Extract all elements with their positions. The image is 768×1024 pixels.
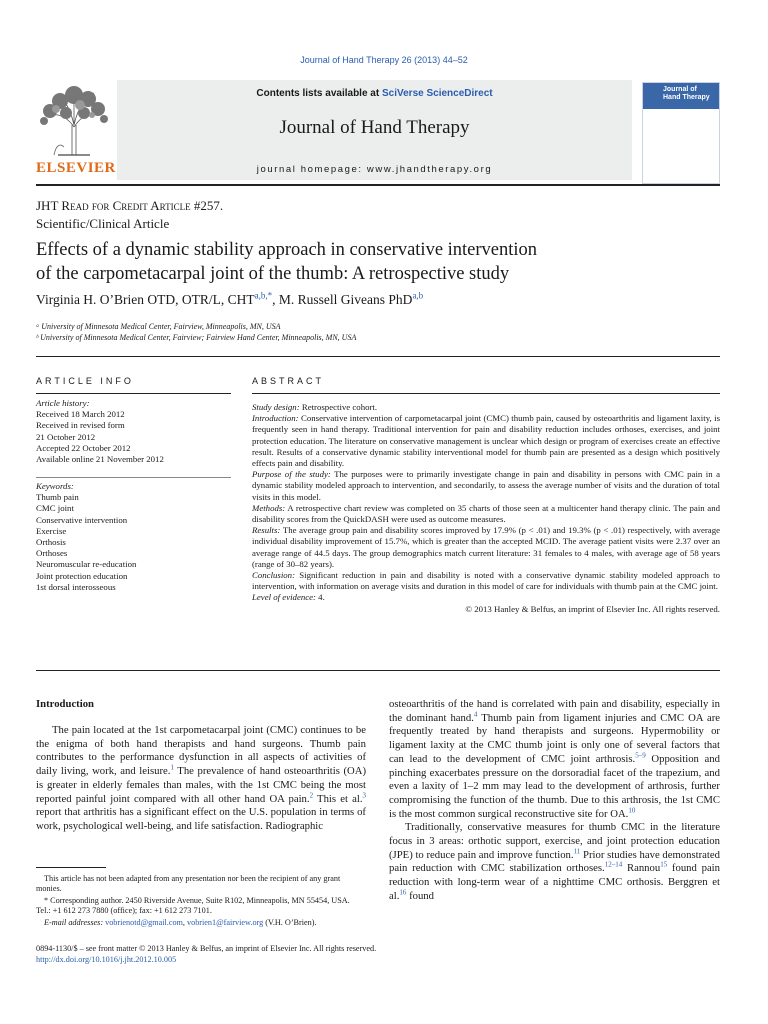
keyword: CMC joint <box>36 503 74 514</box>
article-title <box>36 238 736 286</box>
author-obrien-affiliation[interactable]: a,b,* <box>254 290 273 301</box>
intro-paragraph-1 <box>36 724 366 834</box>
citation-link[interactable]: 4 <box>473 710 478 719</box>
credit-smallcaps: Read for Credit Article <box>61 198 191 213</box>
author-giveans-affiliation[interactable]: a,b <box>412 290 424 301</box>
abstract-copyright: © 2013 Hanley & Belfus, an imprint of Elsevier Inc. All rights reserved. <box>465 603 720 614</box>
body-column-right <box>389 698 720 904</box>
abstract-level <box>252 592 720 603</box>
credit-number: #257. <box>190 198 224 213</box>
header-rule <box>36 184 720 186</box>
keywords-label: Keywords: <box>36 481 74 491</box>
text-run: This et al. <box>313 792 363 805</box>
keyword: 1st dorsal interosseous <box>36 581 116 592</box>
level-label: Level of evidence: <box>252 592 316 603</box>
email-tail: (V.H. O’Brien). <box>263 918 317 927</box>
text-run: The prevalence of hand osteoarthritis (OA) is greater in elderly females than males, with the 1st CMC being the most reported painful joint compared with all other hand OA pain. <box>36 765 366 805</box>
abstract-bottom-rule <box>36 670 720 671</box>
author-separator: , <box>272 292 279 307</box>
keyword: Exercise <box>36 525 67 536</box>
text-run: found pain reduction with long-term wear of a nighttime CMC orthosis. Berggren et al. <box>389 862 720 902</box>
conclusion-label: Conclusion: <box>252 570 296 581</box>
text-run: report that arthritis has a significant effect on the U.S. population in terms of work, psychological well-being, and life satisfaction. Radiographic <box>36 806 366 832</box>
email-link-1[interactable]: vobrienotd@gmail.com <box>105 918 183 927</box>
affiliation-a: ᵃ University of Minnesota Medical Center, Fairview, Minneapolis, MN, USA <box>36 322 281 331</box>
title-line1: Effects of a dynamic stability approach in conservative intervention <box>36 240 538 260</box>
email-link-2[interactable]: vobrien1@fairview.org <box>187 918 264 927</box>
level-text: 4. <box>315 592 325 603</box>
citation-link[interactable]: 1 <box>170 763 174 772</box>
results-label: Results: <box>252 525 281 536</box>
keyword: Joint protection education <box>36 570 128 581</box>
citation-link[interactable]: 16 <box>399 888 407 897</box>
doi-link[interactable]: http://dx.doi.org/10.1016/j.jht.2012.10.005 <box>36 955 177 964</box>
cover-title-line1: Journal of <box>663 86 697 93</box>
article-category: Scientific/Clinical Article <box>36 216 170 231</box>
title-line2: of the carpometacarpal joint of the thumb: A retrospective study <box>36 264 510 284</box>
purpose-label: Purpose of the study: <box>252 469 331 480</box>
results-text: The average group pain and disability scores improved by 17.9% (p < .01) and 19.3% (p < .01) respectively, with average individual disability improvement of 15.7%, which is greater than the accepted MCID. The average patient visits were 2.37 over an average range of 44.5 days. The group demographics match current literature: 31 females to 4 males, with average age of 58 years (range of 30–82 years). <box>252 525 720 569</box>
article-history-label: Article history: <box>36 398 90 408</box>
abstract-heading: ABSTRACT <box>252 376 325 386</box>
text-run: Rannou <box>622 862 661 875</box>
cover-title-line2: Hand Therapy <box>663 94 710 101</box>
history-revised-date: 21 October 2012 <box>36 431 96 442</box>
cover-title <box>663 86 710 102</box>
body-column-left <box>36 724 366 834</box>
email-separator: , <box>182 918 188 927</box>
homepage-prefix: journal homepage: <box>256 164 367 175</box>
methods-text: A retrospective chart review was completed on 35 charts of those seen at a multicenter hand therapy clinic. The pain and disability scores from the QuickDASH were used as outcome measures. <box>252 502 720 525</box>
contents-prefix: Contents lists available at <box>256 88 382 99</box>
abstract-rule <box>252 393 720 394</box>
citation-link[interactable]: 12–14 <box>604 860 623 869</box>
keyword: Conservative intervention <box>36 514 128 525</box>
abstract-introduction <box>252 413 720 469</box>
text-run: The pain located at the 1st carpometacarpal joint (CMC) continues to be the enigma of both hand therapists and hand surgeons. Thumb pain contributes to the performance dysfunction in all aspects of activities of daily living, work, and leisure. <box>36 724 366 778</box>
text-run: Prior studies have demonstrated pain reduction with CMC stabilization orthoses. <box>389 848 720 875</box>
text-run: osteoarthritis of the hand is correlated with pain and disability, especially in the dominant hand. <box>389 698 720 724</box>
history-online: Available online 21 November 2012 <box>36 454 164 465</box>
affiliation-b: ᵇ University of Minnesota Medical Center, Fairview; Fairview Hand Center, Minneapolis, MN, USA <box>36 333 357 342</box>
abstract-methods <box>252 503 720 525</box>
journal-cover-thumbnail[interactable] <box>642 82 720 184</box>
purpose-text: The purposes were to primarily investigate change in pain and disability in persons with CMC pain in a dynamic stability modeled approach to intervention, and secondarily, to assess the average number of visits and the duration of total visits in this model. <box>252 469 720 502</box>
citation-link[interactable]: 2 <box>309 790 314 799</box>
text-run: found <box>406 889 434 902</box>
footnote-emails <box>36 918 366 928</box>
introduction-heading: Introduction <box>36 698 95 710</box>
affiliation-rule <box>36 356 720 357</box>
keywords-rule <box>36 477 231 478</box>
keyword: Orthoses <box>36 548 68 559</box>
abstract-results <box>252 525 720 570</box>
study-design-label: Study design: <box>252 402 300 412</box>
article-info-rule <box>36 393 231 394</box>
abstract-conclusion <box>252 570 720 592</box>
abstract-body <box>252 402 720 615</box>
keyword: Thumb pain <box>36 492 79 503</box>
abstract-purpose <box>252 469 720 503</box>
history-accepted: Accepted 22 October 2012 <box>36 442 131 453</box>
author-giveans: M. Russell Giveans PhD <box>278 292 413 307</box>
methods-label: Methods: <box>252 502 286 513</box>
text-run: Opposition and pinching exacerbates pressure on the dorsoradial facet of the trapezium, and even a laxity of 1–2 mm may lead to the development of arthrosis, further compromising the function of the thumb. Due to this arthrosis, the 1st CMC is the most common surgical reconstructive site for OA. <box>389 752 720 820</box>
sciencedirect-link[interactable]: SciVerse ScienceDirect <box>381 88 493 99</box>
intro-paragraph-1-continued <box>389 698 720 821</box>
email-label: E-mail addresses: <box>44 918 104 927</box>
journal-title: Journal of Hand Therapy <box>279 117 470 138</box>
footnote-no-presentation: This article has not been adapted from any presentation nor been the recipient of any grant monies. <box>36 874 341 894</box>
article-history <box>36 398 231 465</box>
author-obrien: Virginia H. O’Brien OTD, OTR/L, CHT <box>36 292 255 307</box>
contents-available-line <box>117 88 632 99</box>
conclusion-text: Significant reduction in pain and disability is noted with a conservative dynamic stability modeled approach to intervention, with information on average visits and duration in this model of care for individuals with thumb pain at the CMC joint. <box>252 570 720 592</box>
intro-paragraph-2 <box>389 821 720 903</box>
citation-link[interactable]: 5–9 <box>635 751 646 760</box>
citation-link[interactable]: 3 <box>362 790 367 799</box>
homepage-url[interactable]: www.jhandtherapy.org <box>366 164 493 175</box>
abstract-study-design <box>252 402 720 413</box>
footnote-rule <box>36 867 106 868</box>
footnote-corresponding-author: * Corresponding author. 2450 Riverside Avenue, Suite R102, Minneapolis, MN 55454, USA. Tel.: +1 612 273 7880 (office); fax: +1 612 273 7101. <box>36 896 350 916</box>
text-run: Thumb pain from ligament injuries and CMC OA are frequently treated by hand therapists and surgeons. Hypermobility or ligament laxity at the CMC thumb joint is only one of several factors that can lead to the development of CMC joint arthrosis. <box>389 711 720 765</box>
keywords-list <box>36 481 231 593</box>
journal-homepage-line <box>117 164 632 175</box>
history-revised-label: Received in revised form <box>36 420 125 431</box>
author-list <box>36 292 423 308</box>
journal-reference[interactable]: Journal of Hand Therapy 26 (2013) 44–52 <box>300 55 468 65</box>
article-info-heading: ARTICLE INFO <box>36 376 134 386</box>
introduction-text: Conservative intervention of carpometacarpal joint (CMC) thumb pain, caused by osteoarthritis and ligament laxity, is frequently seen in hand therapy. Traditional intervention for pain and disability reduction includes orthoses, exercises, and joint protection education. The literature on conservative management is unclear which design or program of exercises create an effective result. Results of a conservative dynamic stability interventional model for thumb pain are presented as a design which positively effects pain and disability. <box>252 413 720 469</box>
keyword: Orthosis <box>36 537 66 548</box>
citation-link[interactable]: 15 <box>660 860 668 869</box>
citation-link[interactable]: 10 <box>628 806 636 815</box>
study-design-text: Retrospective cohort. <box>299 402 378 412</box>
history-received: Received 18 March 2012 <box>36 409 125 420</box>
text-run: Traditionally, conservative measures for thumb CMC in the literature focus in 3 areas: orthotic support, exercise, and joint protection education (JPE) to reduce pain and improve function. <box>389 821 720 861</box>
citation-link[interactable]: 11 <box>573 847 581 856</box>
introduction-label: Introduction: <box>252 413 299 424</box>
keyword: Neuromuscular re-education <box>36 559 137 570</box>
credit-prefix: JHT <box>36 198 62 213</box>
elsevier-wordmark: ELSEVIER <box>36 160 116 176</box>
credit-article-line <box>36 198 223 214</box>
issn-line: 0894-1130/$ – see front matter © 2013 Hanley & Belfus, an imprint of Elsevier Inc. All rights reserved. <box>36 944 377 953</box>
elsevier-tree-logo <box>36 85 112 159</box>
